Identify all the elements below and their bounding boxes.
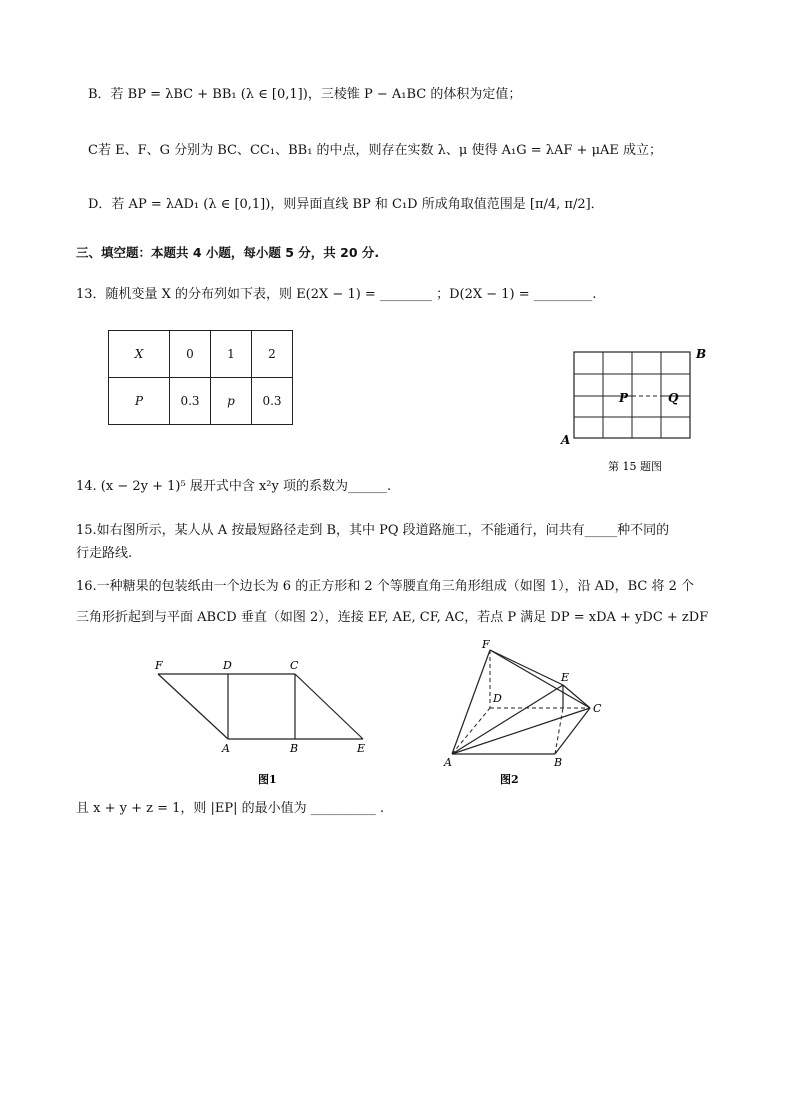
table-cell: 0 bbox=[170, 331, 211, 378]
section-heading: 三、填空题：本题共 4 小题，每小题 5 分，共 20 分. bbox=[76, 245, 380, 260]
table-cell: 0.3 bbox=[170, 378, 211, 425]
fig2-caption: 图2 bbox=[500, 773, 519, 786]
question-15-line2: 行走路线. bbox=[76, 546, 133, 561]
grid-label-q: Q bbox=[668, 391, 679, 405]
table-cell: 2 bbox=[252, 331, 293, 378]
distribution-table bbox=[108, 330, 293, 425]
question-15-line1: 15.如右图所示，某人从 A 按最短路径走到 B，其中 PQ 段道路施工，不能通行，问共有_____种不同的 bbox=[76, 523, 670, 538]
table-cell: P bbox=[109, 378, 170, 425]
table-row bbox=[109, 331, 293, 378]
figure-2 bbox=[440, 638, 610, 786]
fig1-label-a: A bbox=[222, 742, 230, 755]
question-16-line1: 16.一种糖果的包装纸由一个边长为 6 的正方形和 2 个等腰直角三角形组成（如图 1），沿 AD，BC 将 2 个 bbox=[76, 579, 695, 594]
fig2-label-f: F bbox=[482, 638, 490, 651]
fig1-label-f: F bbox=[155, 659, 163, 672]
fig1-label-e: E bbox=[357, 742, 366, 755]
fig2-label-a: A bbox=[444, 756, 452, 769]
table-cell: X bbox=[109, 331, 170, 378]
table-cell: 0.3 bbox=[252, 378, 293, 425]
option-d: D．若 AP = λAD₁ (λ ∈ [0,1])，则异面直线 BP 和 C₁D 所成角取值范围是 [π/4, π/2]． bbox=[88, 197, 604, 212]
figure-1 bbox=[150, 655, 390, 785]
fig2-label-d: D bbox=[493, 692, 502, 705]
fig1-label-c: C bbox=[290, 659, 299, 672]
question-16-line3: 且 x + y + z = 1，则 |EP| 的最小值为 __________ . bbox=[76, 801, 385, 816]
table-cell: p bbox=[211, 378, 252, 425]
grid-figure bbox=[560, 346, 720, 476]
grid-label-b: B bbox=[696, 347, 707, 361]
grid-caption: 第 15 题图 bbox=[608, 460, 662, 473]
option-c: C若 E、F、G 分别为 BC、CC₁、BB₁ 的中点，则存在实数 λ、μ 使得 A₁G = λAF + μAE 成立； bbox=[88, 143, 663, 158]
fig1-caption: 图1 bbox=[258, 773, 277, 786]
question-13: 13．随机变量 X 的分布列如下表，则 E(2X − 1) = ________ ；D(2X − 1) = _________. bbox=[76, 287, 597, 302]
table-row bbox=[109, 378, 293, 425]
question-14: 14. (x − 2y + 1)⁵ 展开式中含 x²y 项的系数为______. bbox=[76, 479, 392, 494]
fig2-label-e: E bbox=[561, 671, 570, 684]
fig2-label-c: C bbox=[593, 702, 602, 715]
fig1-label-b: B bbox=[290, 742, 299, 755]
fig2-label-b: B bbox=[554, 756, 563, 769]
option-b: B．若 BP = λBC + BB₁ (λ ∈ [0,1])，三棱锥 P − A₁BC 的体积为定值； bbox=[88, 87, 522, 102]
grid-label-a: A bbox=[561, 433, 571, 447]
grid-label-p: P bbox=[619, 391, 629, 405]
question-16-line2: 三角形折起到与平面 ABCD 垂直（如图 2），连接 EF, AE, CF, AC，若点 P 满足 DP = xDA + yDC + zDF bbox=[76, 610, 709, 625]
fig1-label-d: D bbox=[223, 659, 232, 672]
table-cell: 1 bbox=[211, 331, 252, 378]
